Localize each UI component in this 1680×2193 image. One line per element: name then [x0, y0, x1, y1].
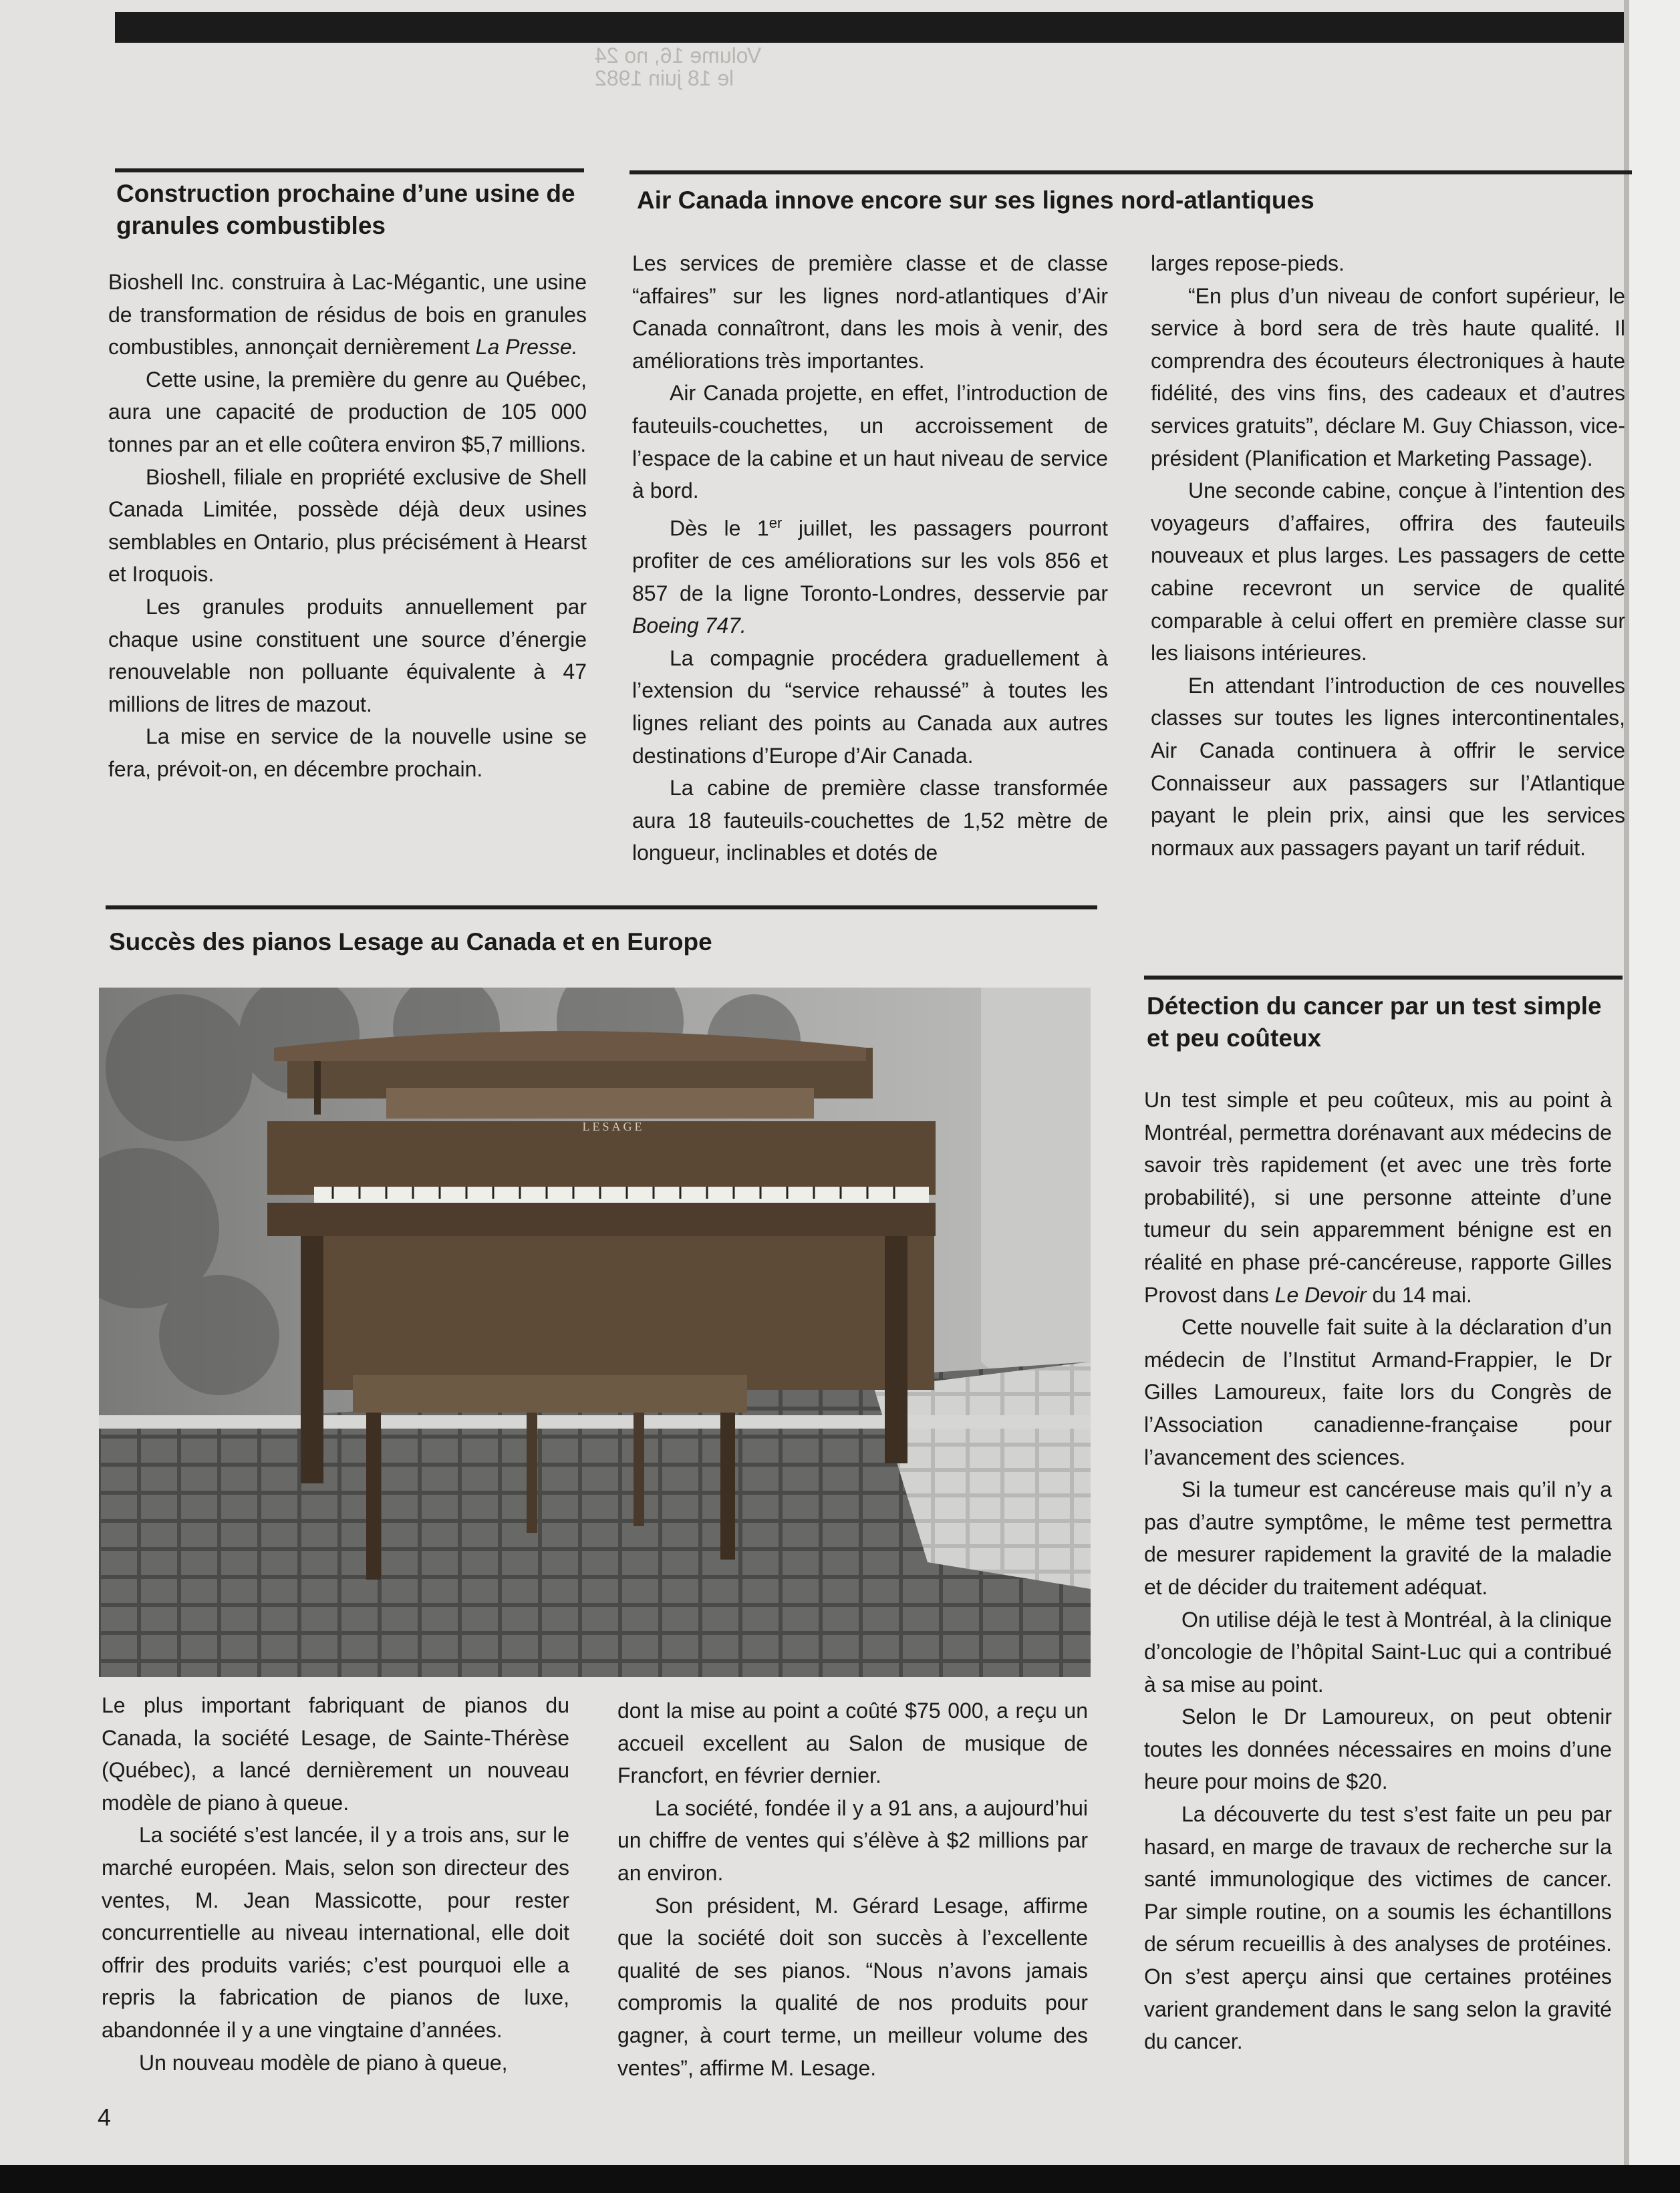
paragraph: La mise en service de la nouvelle usine se fera, prévoit-on, en décembre prochain.: [108, 724, 587, 781]
paragraph: Si la tumeur est cancéreuse mais qu’il n’y a pas d’autre symptôme, le même test permettra de mesurer rapidement la gravité de la maladie et de décider du traitement adéquat.: [1144, 1477, 1612, 1599]
piano-brand-plate: LESAGE: [582, 1120, 645, 1133]
rule-usine: [115, 168, 584, 172]
paragraph: Dès le 1er juillet, les passagers pourront profiter de ces améliorations sur les vols 856 et 857 de la ligne Toronto-Londres, desservie par Boeing 747.: [632, 514, 1108, 638]
paragraph: Son président, M. Gérard Lesage, affirme que la société doit son succès à l’excellente qualité de ses pianos. “Nous n’avons jamais compromis la qualité de nos produits pour gagner, à court terme, un meilleur volume des ventes”, affirme M. Lesage.: [617, 1893, 1088, 2080]
paragraph: La cabine de première classe transformée aura 18 fauteuils-couchettes de 1,52 mètre de longueur, inclinables et dotés de: [632, 776, 1108, 865]
source-italic: La Presse.: [475, 335, 578, 359]
paragraph: Bioshell Inc. construira à Lac-Mégantic, une usine de transformation de résidus de bois en granules combustibles, annonçait dernièrement La Presse.: [108, 270, 587, 359]
article-usine-body: [108, 266, 587, 786]
article-cancer-body: [1144, 1084, 1612, 2058]
paragraph: Cette usine, la première du genre au Québec, aura une capacité de production de 105 000 tonnes par an et elle coûtera environ $5,7 millions.: [108, 367, 587, 456]
page-number: 4: [98, 2103, 112, 2131]
article-pianos-col1: [102, 1689, 569, 2079]
paragraph: Les services de première classe et de classe “affaires” sur les lignes nord-atlantiques d’Air Canada connaîtront, dans les mois à venir, des améliorations très importantes.: [632, 251, 1108, 373]
paragraph: La société, fondée il y a 91 ans, a aujourd’hui un chiffre de ventes qui s’élève à $2 millions par an environ.: [617, 1795, 1088, 1885]
paragraph: Bioshell, filiale en propriété exclusive de Shell Canada Limitée, possède déjà deux usines semblables en Ontario, plus précisément à Hearst et Iroquois.: [108, 464, 587, 587]
paragraph: Le plus important fabriquant de pianos du Canada, la société Lesage, de Sainte-Thérèse (Québec), a lancé dernièrement un nouveau modèle de piano à queue.: [102, 1693, 569, 1815]
paragraph: Un test simple et peu coûteux, mis au point à Montréal, permettra dorénavant aux médecins de savoir très rapidement (et avec une très forte probabilité), si une personne atteinte d’une tumeur du sein apparemment bénigne est en réalité en phase pré-cancéreuse, rapporte Gilles Provost dans Le Devoir du 14 mai.: [1144, 1088, 1612, 1307]
paragraph: Un nouveau modèle de piano à queue,: [139, 2050, 508, 2075]
paragraph: Cette nouvelle fait suite à la déclaration d’un médecin de l’Institut Armand-Frappier, le Dr Gilles Lamoureux, faite lors du Congrès de l’Association canadienne-française pour l’avancement des sciences.: [1144, 1315, 1612, 1469]
headline-usine: Construction prochaine d’une usine de granules combustibles: [116, 180, 575, 239]
paragraph: La découverte du test s’est faite un peu par hasard, en marge de travaux de recherche sur la santé immunologique des victimes de cancer. Par simple routine, on a soumis les échantillons de sérum recueillis à des analyses de protéines. On s’est aperçu ainsi que certaines protéines varient grandement dans le sang selon la gravité du cancer.: [1144, 1802, 1612, 2054]
rule-pianos: [106, 905, 1097, 909]
show-through-text: Volume 16, no 24 le 18 juin 1982: [595, 43, 762, 90]
headline-pianos: Succès des pianos Lesage au Canada et en Europe: [109, 928, 712, 956]
paragraph: dont la mise au point a coûté $75 000, a reçu un accueil excellent au Salon de musique de Francfort, en février dernier.: [617, 1699, 1088, 1788]
article-pianos-col2: [617, 1695, 1088, 2084]
paragraph: La société s’est lancée, il y a trois ans, sur le marché européen. Mais, selon son directeur des ventes, M. Jean Massicotte, pour rester concurrentielle au niveau international, elle doit offrir des produits variés; c’est pourquoi elle a repris la fabrication de pianos de luxe, abandonnée il y a une vingtaine d’années.: [102, 1823, 569, 2042]
paragraph: Une seconde cabine, conçue à l’intention des voyageurs d’affaires, offrira des fauteuils nouveaux et plus larges. Les passagers de cette cabine recevront un service de qualité comparable à celui offert en première classe sur les liaisons intérieures.: [1151, 478, 1625, 666]
bottom-black-bar: [0, 2165, 1680, 2193]
article-aircanada-col2: [1151, 247, 1625, 864]
paragraph: La compagnie procédera graduellement à l’extension du “service rehaussé” à toutes les lignes reliant des points au Canada aux autres destinations d’Europe d’Air Canada.: [632, 645, 1108, 768]
headline-aircanada: Air Canada innove encore sur ses lignes nord-atlantiques: [637, 186, 1314, 214]
paragraph: Les granules produits annuellement par chaque usine constituent une source d’énergie renouvelable non polluante équivalente à 47 millions de litres de mazout.: [108, 594, 587, 716]
paragraph: Selon le Dr Lamoureux, on peut obtenir toutes les données nécessaires en moins d’une heure pour moins de $20.: [1144, 1705, 1612, 1794]
next-page-edge: [1629, 0, 1680, 2193]
paragraph: Air Canada projette, en effet, l’introduction de fauteuils-couchettes, un accroissement de l’espace de la cabine et un haut niveau de service à bord.: [632, 381, 1108, 503]
paragraph: “En plus d’un niveau de confort supérieur, le service à bord sera de très haute qualité. Il comprendra des écouteurs électroniques à haute fidélité, des vins fins, des cadeaux et d’autres services gratuits”, déclare M. Guy Chiasson, vice-président (Planification et Marketing Passage).: [1151, 283, 1625, 470]
rule-aircanada: [629, 170, 1632, 174]
headline-cancer: Détection du cancer par un test simple et peu coûteux: [1147, 992, 1602, 1052]
article-aircanada-col1: [632, 247, 1108, 869]
paragraph: On utilise déjà le test à Montréal, à la clinique d’oncologie de l’hôpital Saint-Luc qui a contribué à sa mise au point.: [1144, 1607, 1612, 1697]
top-black-bar: [115, 12, 1632, 43]
piano-photo: [99, 988, 1091, 1677]
source-italic: Le Devoir: [1274, 1282, 1367, 1307]
paragraph: larges repose-pieds.: [1151, 251, 1345, 275]
rule-cancer: [1144, 976, 1623, 980]
paragraph: En attendant l’introduction de ces nouvelles classes sur toutes les lignes intercontinentales, Air Canada continuera à offrir le service Connaisseur aux passagers sur l’Atlantique payant le plein prix, ainsi que les services normaux aux passagers payant un tarif réduit.: [1151, 673, 1625, 860]
